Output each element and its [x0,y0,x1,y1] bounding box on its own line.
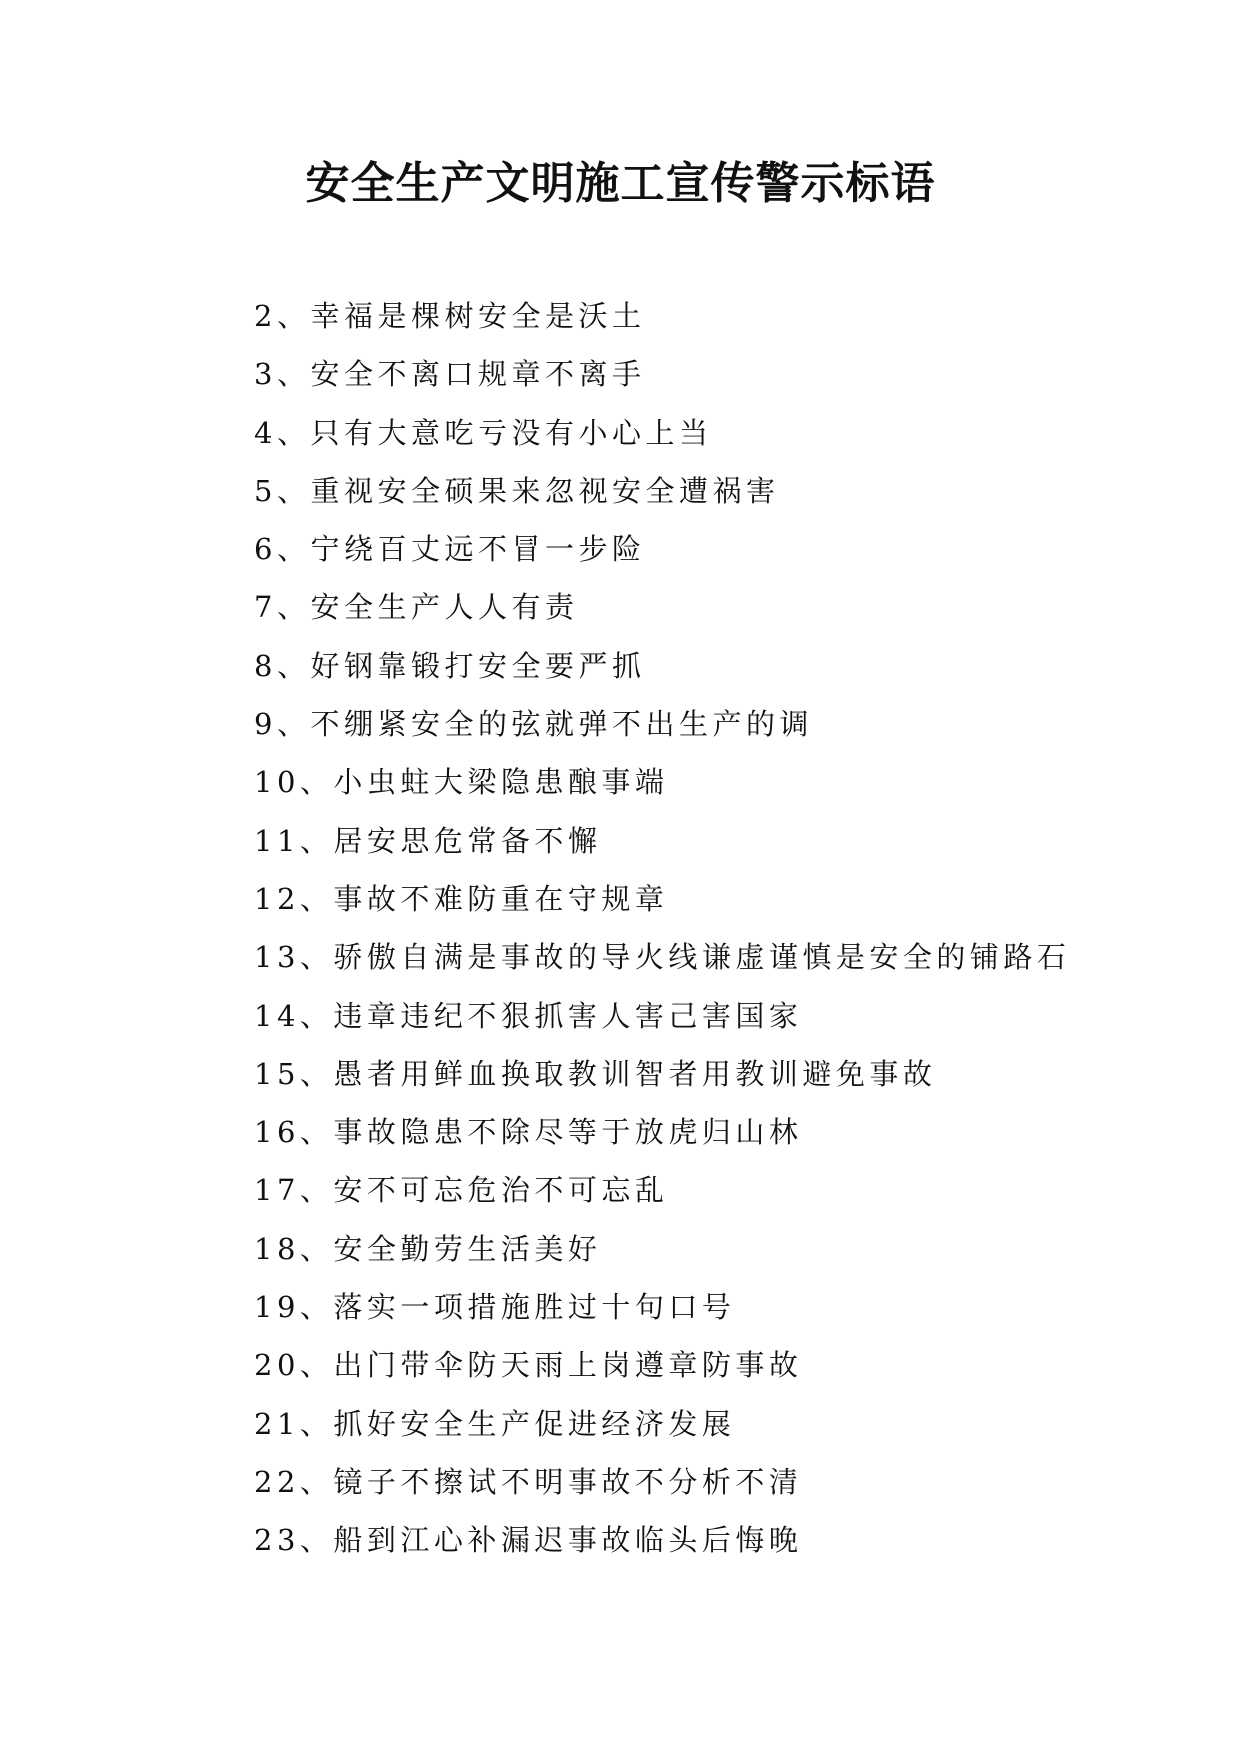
slogan-item: 5、重视安全硕果来忽视安全遭祸害 [254,473,780,508]
slogan-item: 16、事故隐患不除尽等于放虎归山林 [254,1115,803,1150]
slogan-item: 18、安全勤劳生活美好 [254,1231,602,1266]
slogan-item: 14、违章违纪不狠抓害人害己害国家 [254,998,803,1033]
slogan-item: 22、镜子不擦试不明事故不分析不清 [254,1464,803,1499]
slogan-item: 12、事故不难防重在守规章 [254,881,669,916]
slogan-item: 3、安全不离口规章不离手 [254,357,646,392]
slogan-list [254,287,1154,1570]
slogan-item: 13、骄傲自满是事故的导火线谦虚谨慎是安全的铺路石 [254,940,1071,975]
slogan-item: 2、幸福是棵树安全是沃土 [254,299,646,333]
slogan-item: 19、落实一项措施胜过十句口号 [254,1290,736,1325]
slogan-item: 23、船到江心补漏迟事故临头后悔晚 [254,1523,803,1558]
slogan-item: 9、不绷紧安全的弦就弹不出生产的调 [254,707,813,742]
slogan-item: 6、宁绕百丈远不冒一步险 [254,532,646,567]
slogan-item: 21、抓好安全生产促进经济发展 [254,1406,736,1441]
slogan-item: 20、出门带伞防天雨上岗遵章防事故 [254,1348,803,1383]
slogan-item: 15、愚者用鲜血换取教训智者用教训避免事故 [254,1056,937,1091]
slogan-item: 8、好钢靠锻打安全要严抓 [254,648,646,683]
slogan-item: 4、只有大意吃亏没有小心上当 [254,415,713,450]
document-title: 安全生产文明施工宣传警示标语 [305,158,936,209]
slogan-item: 17、安不可忘危治不可忘乱 [254,1173,669,1208]
slogan-item: 11、居安思危常备不懈 [254,823,602,858]
slogan-item: 10、小虫蛀大梁隐患酿事端 [254,765,669,800]
slogan-item: 7、安全生产人人有责 [254,590,579,625]
